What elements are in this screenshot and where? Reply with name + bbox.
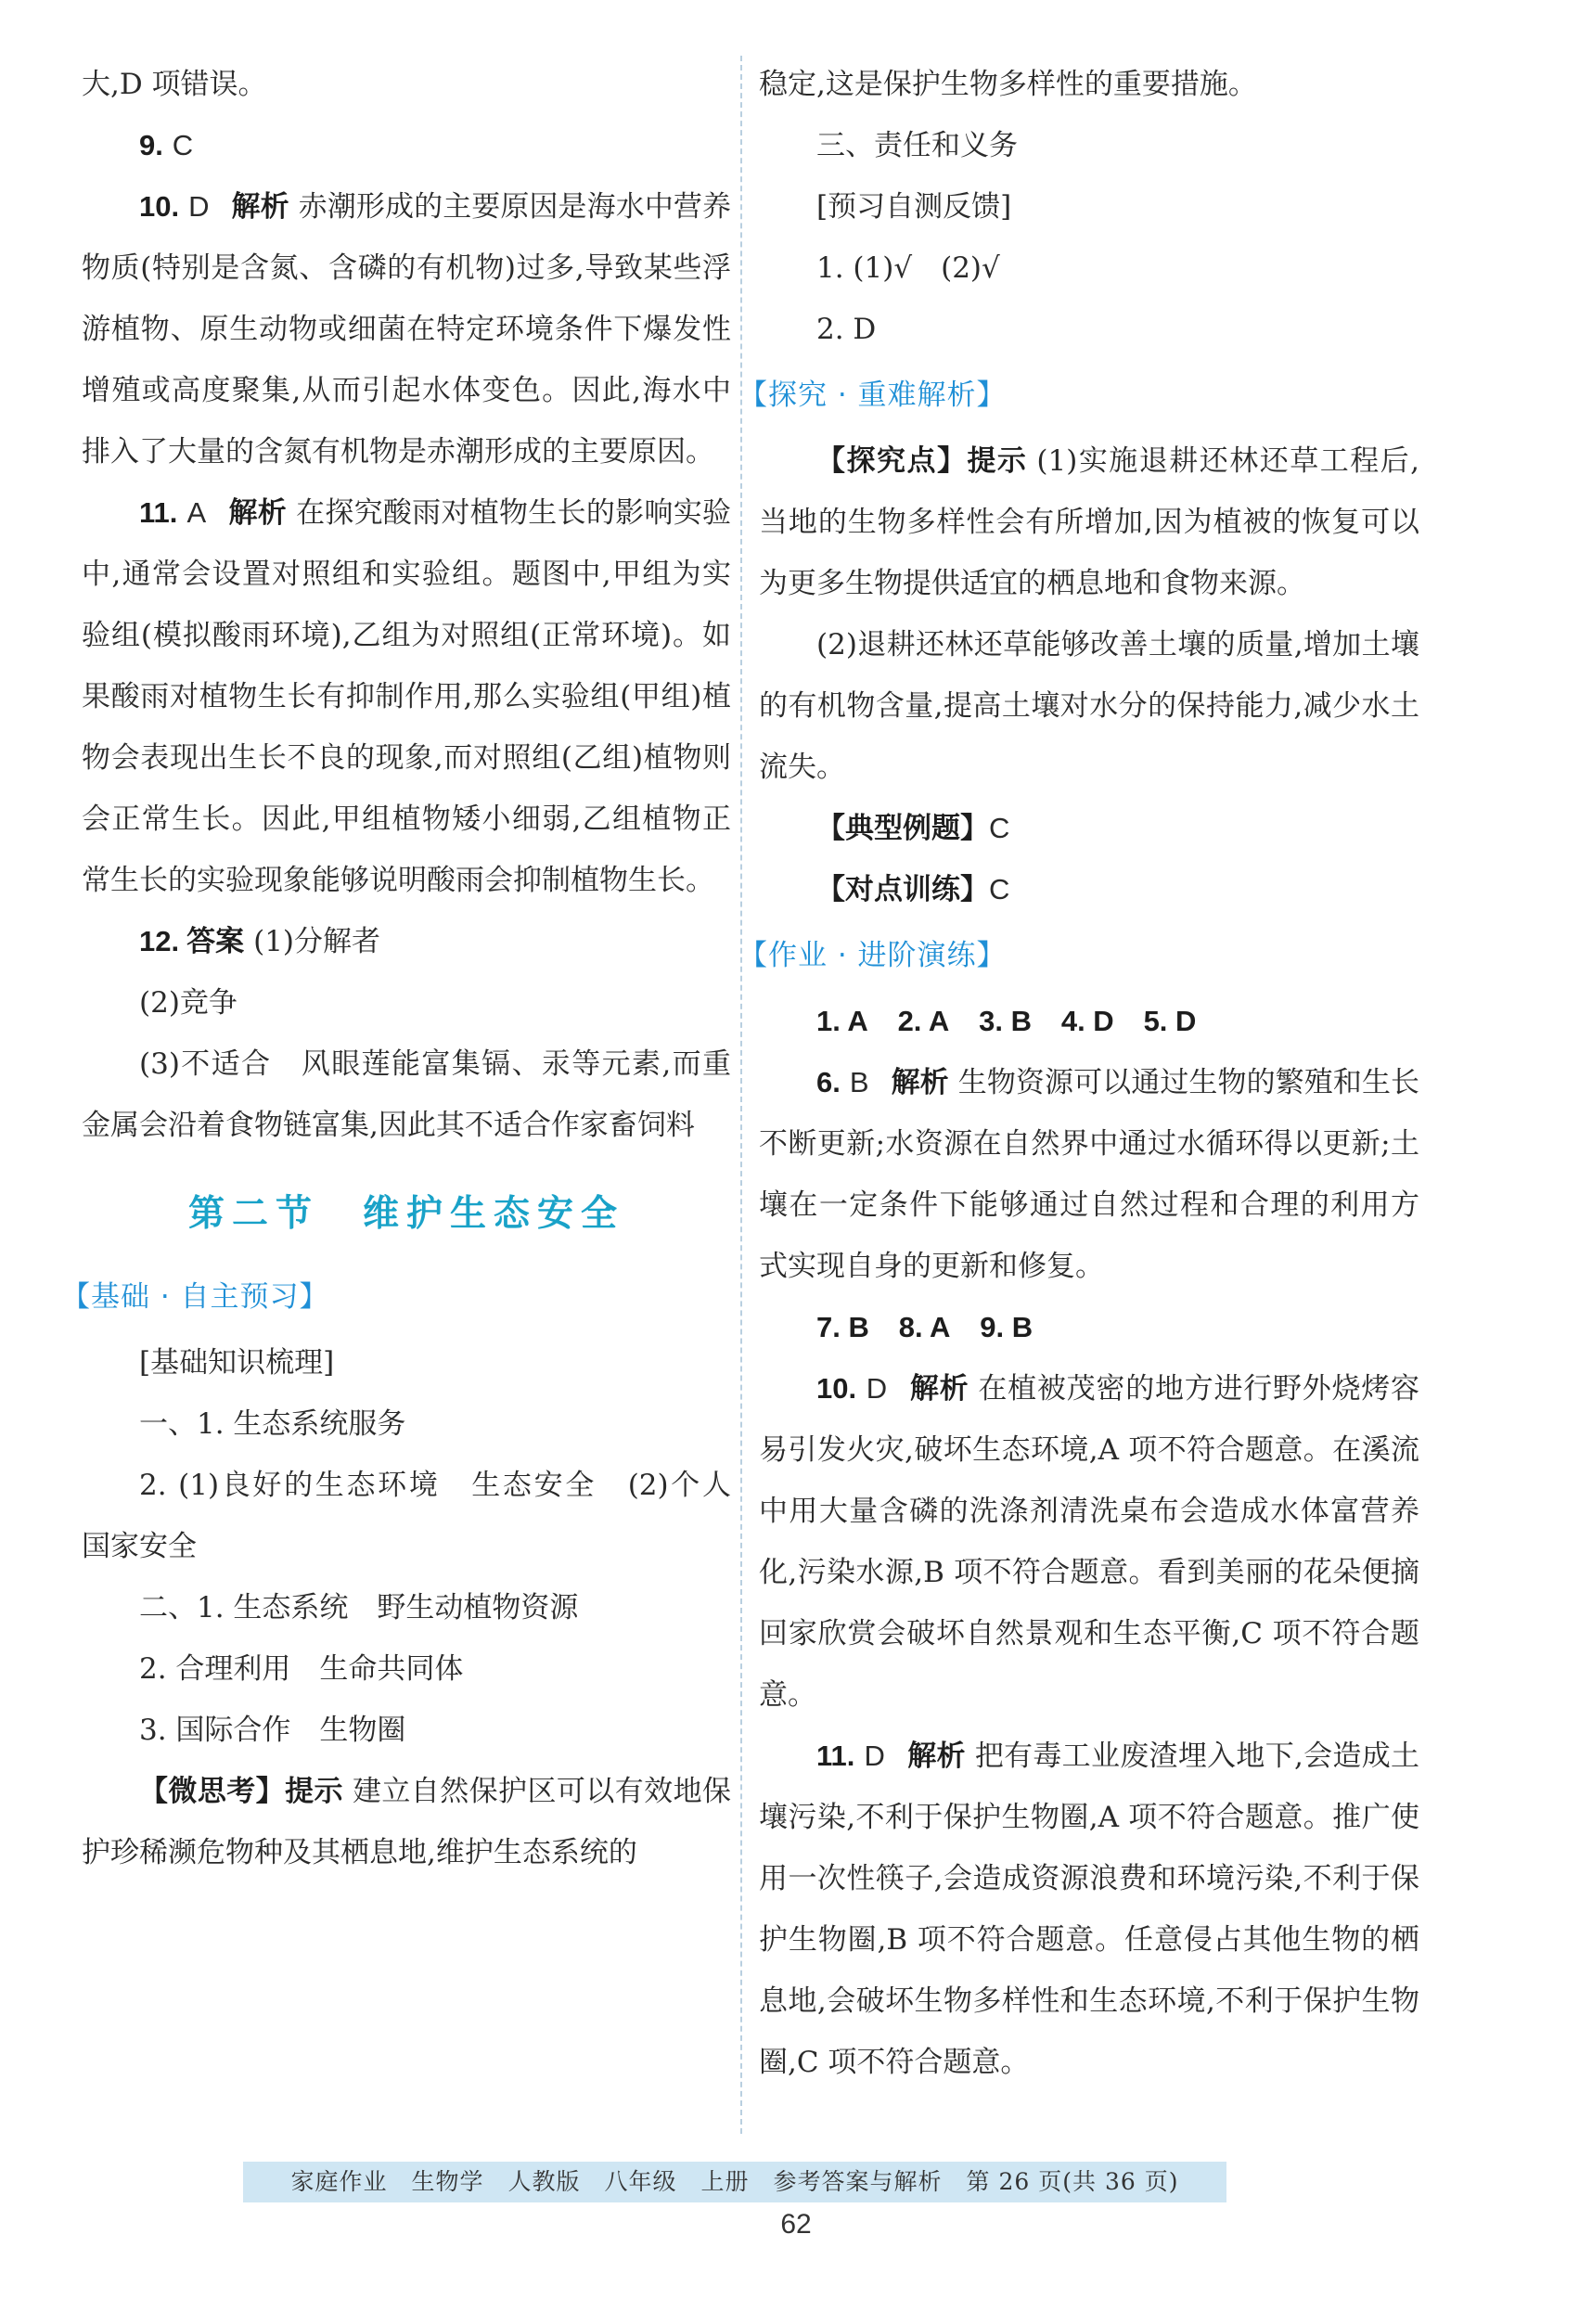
knowledge-item: 二、1. 生态系统 野生动植物资源 [139, 1591, 579, 1624]
homework-answer: 7. B [816, 1311, 869, 1343]
knowledge-item: 2. (1)良好的生态环境 生态安全 (2)个人 国家安全 [82, 1469, 760, 1563]
answer-part: (1)分解者 [253, 925, 381, 958]
answer-11 [82, 482, 731, 911]
analysis-label: 解析 [228, 496, 288, 530]
homework-answer: 4. D [1060, 1005, 1114, 1037]
example-answer [759, 798, 1419, 859]
question-number: 10. [139, 190, 180, 223]
answer-11-right [759, 1726, 1419, 2093]
answer-6 [759, 1052, 1419, 1297]
practice-label: 【对点训练】 [816, 873, 989, 906]
answer-10-right [759, 1358, 1419, 1726]
answer-12-part-2: (2)竞争 [139, 986, 238, 1020]
answer-9 [82, 115, 731, 176]
left-column [61, 54, 760, 1883]
think-label: 【微思考】 [139, 1775, 286, 1808]
sub-heading: 三、责任和义务 [816, 129, 1018, 162]
sub-heading: [预习自测反馈] [816, 190, 1012, 224]
homework-answer: 1. A [816, 1005, 868, 1037]
analysis-label: 解析 [231, 190, 289, 224]
answer-letter: A [186, 496, 207, 529]
answer-12 [82, 911, 731, 972]
hint-label: 提示 [285, 1775, 343, 1808]
answer-10 [82, 176, 731, 482]
text-line: 稳定,这是保护生物多样性的重要措施。 [759, 68, 1257, 101]
homework-answer: 9. B [980, 1311, 1034, 1343]
homework-answer: 5. D [1143, 1005, 1197, 1037]
answer-12-part-3: (3)不适合 风眼莲能富集镉、汞等元素,而重金属会沿着食物链富集,因此其不适合作家畜饲料 [82, 1047, 731, 1142]
right-column [738, 54, 1420, 2093]
question-number: 11. [816, 1740, 855, 1772]
explore-block [759, 430, 1419, 614]
analysis-text: 在探究酸雨对植物生长的影响实验中,通常会设置对照组和实验组。题图中,甲组为实验组(模拟酸雨环境),乙组为对照组(正常环境)。如果酸雨对植物生长有抑制作用,那么实验组(甲组)植物会表现出生长不良的现象,而对照组(乙组)植物则会正常生长。因此,甲组植物矮小细弱,乙组植物正常生长的实验现象能够说明酸雨会抑制植物生长。 [82, 496, 731, 897]
answer-letter: D [864, 1740, 885, 1772]
analysis-label: 解析 [909, 1372, 969, 1406]
knowledge-item: 一、1. 生态系统服务 [139, 1407, 406, 1441]
analysis-label: 解析 [891, 1066, 949, 1099]
answer-label: 答案 [186, 925, 245, 958]
analysis-text: 赤潮形成的主要原因是海水中营养物质(特别是含氮、含磷的有机物)过多,导致某些浮游植物、原生动物或细菌在特定环境条件下爆发性增殖或高度聚集,从而引起水体变色。因此,海水中排入了大量的含氮有机物是赤潮形成的主要原因。 [82, 190, 732, 469]
think-block [82, 1761, 731, 1883]
sub-heading: [基础知识梳理] [139, 1346, 335, 1380]
question-number: 12. [139, 925, 180, 957]
hint-text: 建立自然保护区可以有效地保护珍稀濒危物种及其栖息地,维护生态系统的 [82, 1775, 732, 1869]
homework-answer: 3. B [979, 1005, 1032, 1037]
pretest-answer: 1. (1)√ (2)√ [816, 251, 1000, 285]
analysis-text: 在植被茂密的地方进行野外烧烤容易引发火灾,破坏生态环境,A 项不符合题意。在溪流中用大量含磷的洗涤剂清洗桌布会造成水体富营养化,污染水源,B 项不符合题意。看到美丽的花朵便摘回家欣赏会破坏自然景观和生态平衡,C 项不符合题意。 [759, 1372, 1420, 1712]
page-number: 62 [780, 2209, 812, 2240]
question-number: 6. [816, 1066, 841, 1098]
analysis-text: 把有毒工业废渣埋入地下,会造成土壤污染,不利于保护生物圈,A 项不符合题意。推广使用一次性筷子,会造成资源浪费和环境污染,不利于保护生物圈,B 项不符合题意。任意侵占其他生物的栖息地,会破坏生物多样性和生态环境,不利于保护生物圈,C 项不符合题意。 [759, 1740, 1420, 2079]
explore-label: 【探究点】 [816, 444, 968, 478]
practice-answer [759, 859, 1419, 920]
question-number: 11. [139, 496, 178, 529]
section-header-homework: 【作业 · 进阶演练】 [738, 939, 1007, 972]
answer-letter: D [188, 190, 210, 223]
analysis-label: 解析 [906, 1740, 966, 1773]
homework-answer: 2. A [897, 1005, 950, 1037]
hint-text: (1)实施退耕还林还草工程后,当地的生物多样性会有所增加,因为植被的恢复可以为更多生物提供适宜的栖息地和食物来源。 [759, 444, 1420, 600]
footer-band: 家庭作业 生物学 人教版 八年级 上册 参考答案与解析 第 26 页(共 36 页) [243, 2162, 1226, 2202]
knowledge-item: 3. 国际合作 生物圈 [139, 1714, 406, 1747]
answer-letter: D [866, 1372, 888, 1405]
analysis-text: 生物资源可以通过生物的繁殖和生长不断更新;水资源在自然界中通过水循环得以更新;土壤在一定条件下能够通过自然过程和合理的利用方式实现自身的更新和修复。 [759, 1066, 1420, 1283]
knowledge-item: 2. 合理利用 生命共同体 [139, 1652, 464, 1686]
section-header-explore: 【探究 · 重难解析】 [738, 379, 1007, 412]
pretest-answer: 2. D [816, 313, 877, 346]
section-header-basic: 【基础 · 自主预习】 [61, 1280, 329, 1314]
question-number: 9. [139, 129, 163, 161]
answer-letter: C [989, 873, 1010, 905]
answer-letter: C [172, 129, 194, 161]
example-label: 【典型例题】 [816, 812, 989, 845]
section-title: 第二节 维护生态安全 [187, 1193, 624, 1235]
explore-text: (2)退耕还林还草能够改善土壤的质量,增加土壤的有机物含量,提高土壤对水分的保持能力,减少水土流失。 [759, 628, 1419, 784]
homework-answer: 8. A [898, 1311, 951, 1343]
text-line: 大,D 项错误。 [82, 68, 267, 101]
homework-answers-row [759, 991, 1419, 1052]
question-number: 10. [816, 1372, 857, 1405]
answer-letter: C [989, 812, 1010, 844]
homework-answers-row [759, 1297, 1419, 1358]
hint-label: 提示 [967, 444, 1028, 478]
answer-letter: B [849, 1066, 869, 1098]
